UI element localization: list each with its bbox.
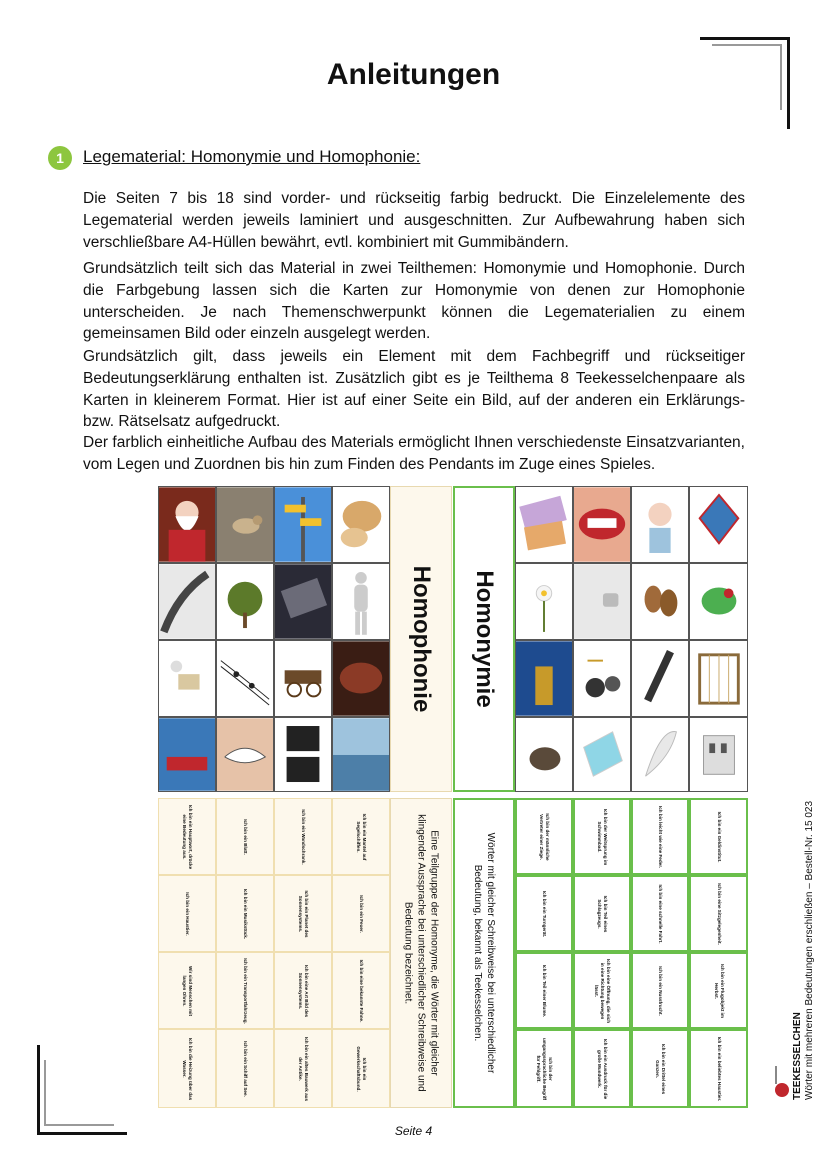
clue-card: Ich bin ein Drittel eines Ganzen.: [631, 1029, 689, 1108]
homophonie-label-card: Homophonie: [390, 486, 452, 792]
bank-image: [689, 717, 748, 792]
clue-card: Ich bin leicht wie eine Feder.: [631, 798, 689, 875]
santa-image: [158, 486, 216, 563]
clue-card: Ich bin die Heizung über das Wasser.: [158, 1029, 216, 1108]
clue-card: Ich bin ein Musikstück.: [216, 875, 274, 952]
drums-image: [573, 640, 631, 717]
figure-box-image: [158, 640, 216, 717]
boat-image: [158, 717, 216, 792]
pen-image: [631, 640, 689, 717]
clue-card: Ich bin eine bekannte Fahne.: [332, 952, 390, 1029]
material-preview: [158, 486, 748, 1108]
clue-card: Ich bin ein Wandschrank.: [274, 798, 332, 875]
clue-card: Ich bin ein Haustier.: [158, 875, 216, 952]
cart-image: [274, 640, 332, 717]
bird-image: [216, 486, 274, 563]
clue-card: Ich bin ein altes Bauwerk aus der Antike.: [274, 1029, 332, 1108]
publisher-logo-icon: [772, 1060, 792, 1100]
music-notes-image: [216, 640, 274, 717]
corner-decoration: [712, 44, 782, 46]
clue-card: Ich bin ein Geldinstitut.: [689, 798, 748, 875]
clue-card: Ich bin der Weitsprung im Schwimmbad.: [573, 798, 631, 875]
signpost-image: [274, 486, 332, 563]
stool-image: [515, 640, 573, 717]
homophonie-definition-card: Eine Teilgruppe der Homonyme, die Wörter mit gleicher klingender Aussprache bei unterschiedlicher Schreibweise und Bedeutung bezeichnet.: [390, 798, 452, 1108]
clue-card: Ich bin der umgangssprachliche Begriff für Fehlgriff.: [515, 1029, 573, 1108]
road-image: [158, 563, 216, 640]
goat-image: [515, 717, 573, 792]
clue-card: Ich bin eine Sitzgelegenheit.: [689, 875, 748, 952]
clue-card: Ich bin ein Planet des Sonnensystems.: [274, 875, 332, 952]
pool-image: [573, 717, 631, 792]
clue-card: Ich bin ein Hauptwort, drücke eine Bedeutung aus.: [158, 798, 216, 875]
guitar-image: [274, 563, 332, 640]
mannequin-image: [332, 563, 390, 640]
meat-image: [332, 640, 390, 717]
side-credit: TEEKESSELCHEN Wörter mit mehreren Bedeutungen erschließen – Bestell-Nr. 15 023: [792, 800, 815, 1100]
clue-card: Ich bin ein beliebtes Haustier.: [689, 1029, 748, 1108]
abacus-image: [689, 640, 748, 717]
feather-image: [631, 717, 689, 792]
child-image: [631, 486, 689, 563]
page-title: Anleitungen: [326, 58, 501, 91]
section-title: Legematerial: Homonymie und Homophonie:: [83, 147, 421, 166]
clue-card: Ich bin Teil einer Blume.: [515, 952, 573, 1029]
clue-card: Ich bin der männliche Vertreter einer Ziege.: [515, 798, 573, 875]
clue-card: Ich bin ein Schiff auf See.: [216, 1029, 274, 1108]
clue-card: Ich bin ein Ausdruck für die große Mundwerk.: [573, 1029, 631, 1108]
clue-card: Ich bin ein Flugobjekt im Herbst.: [689, 952, 748, 1029]
section-number-badge: 1: [48, 146, 72, 170]
clue-card: Wir sind Menschen mit langen Ohren.: [158, 952, 216, 1029]
scales-image: [274, 717, 332, 792]
paragraph: Die Seiten 7 bis 18 sind vorder- und rückseitig farbig bedruckt. Die Einzelelemente des Legematerial werden jeweils laminiert und ausgeschnitten. Zur Aufbewahrung haben sich verschließbare A4-Hüllen bewährt, evtl. kombiniert mit Gummibändern.: [83, 190, 745, 251]
tree-image: [216, 563, 274, 640]
paragraph: Der farblich einheitliche Aufbau des Materials ermöglicht Ihnen verschiedenste Einsatzvarianten, vom Legen und Zuordnen bis hin zum Finden des Pendants im Zuge eines Spieles.: [83, 434, 745, 473]
paragraph: Grundsätzlich teilt sich das Material in zwei Teilthemen: Homonymie und Homophonie. Durch die Farbgebung lassen sich die Karten zur Homonymie von denen zur Homophonie unterscheiden. Je nach Themenschwerpunkt können die Legematerialien zu einem gemeinsamen Bild oder einzeln ausgelegt werden.: [83, 260, 745, 343]
bread-image: [332, 486, 390, 563]
clue-card: Ich bin eine schnelle Fahrt.: [631, 875, 689, 952]
dragon-image: [689, 563, 748, 640]
sea-image: [332, 717, 390, 792]
money-image: [515, 486, 573, 563]
almonds-image: [631, 563, 689, 640]
clue-card: Ich bin ein Gewerkschaftsbund.: [332, 1029, 390, 1108]
clue-card: Ich bin ein Feuer.: [332, 875, 390, 952]
eye-image: [216, 717, 274, 792]
homonymie-definition-card: Wörter mit gleicher Schreibweise bei unterschiedlicher Bedeutung, bekannt als Teekesselchen.: [453, 798, 515, 1108]
corner-decoration: [700, 37, 790, 40]
flower-image: [515, 563, 573, 640]
clue-card: Ich bin ein Nussfrucht.: [631, 952, 689, 1029]
homonymie-label-card: Homonymie: [453, 486, 515, 792]
clue-card: Ich bin Teil eines Schlagzeugs.: [573, 875, 631, 952]
paragraph: Grundsätzlich gilt, dass jeweils ein Element mit dem Fachbegriff und rückseitiger Bedeutungserklärung enthalten ist. Zusätzlich gibt es je Teilthema 8 Teekesselchenpaare als Karten in kleinerem Format. Hier ist auf einer Seite ein Bild, auf der anderen ein Erklärungs- bzw. Rätselsatz aufgedruckt.: [83, 348, 745, 431]
car-door-image: [573, 563, 631, 640]
page-number: Seite 4: [394, 1124, 433, 1138]
kite-image: [689, 486, 748, 563]
clue-card: Ich bin ein Turngerät.: [515, 875, 573, 952]
corner-decoration: [37, 1045, 40, 1135]
clue-card: Ich bin eine Art Bild des Sonnensystems.: [274, 952, 332, 1029]
clue-card: Ich bin ein Blatt.: [216, 798, 274, 875]
clue-card: Ich bin ein Mantel auf Segelschiffen.: [332, 798, 390, 875]
mouth-image: [573, 486, 631, 563]
corner-decoration: [44, 1060, 46, 1126]
clue-card: Ich bin ein Transportfahrzeug.: [216, 952, 274, 1029]
clue-card: Ich bin eine Öffnung, die sich in eine Richtung bewegen lässt.: [573, 952, 631, 1029]
